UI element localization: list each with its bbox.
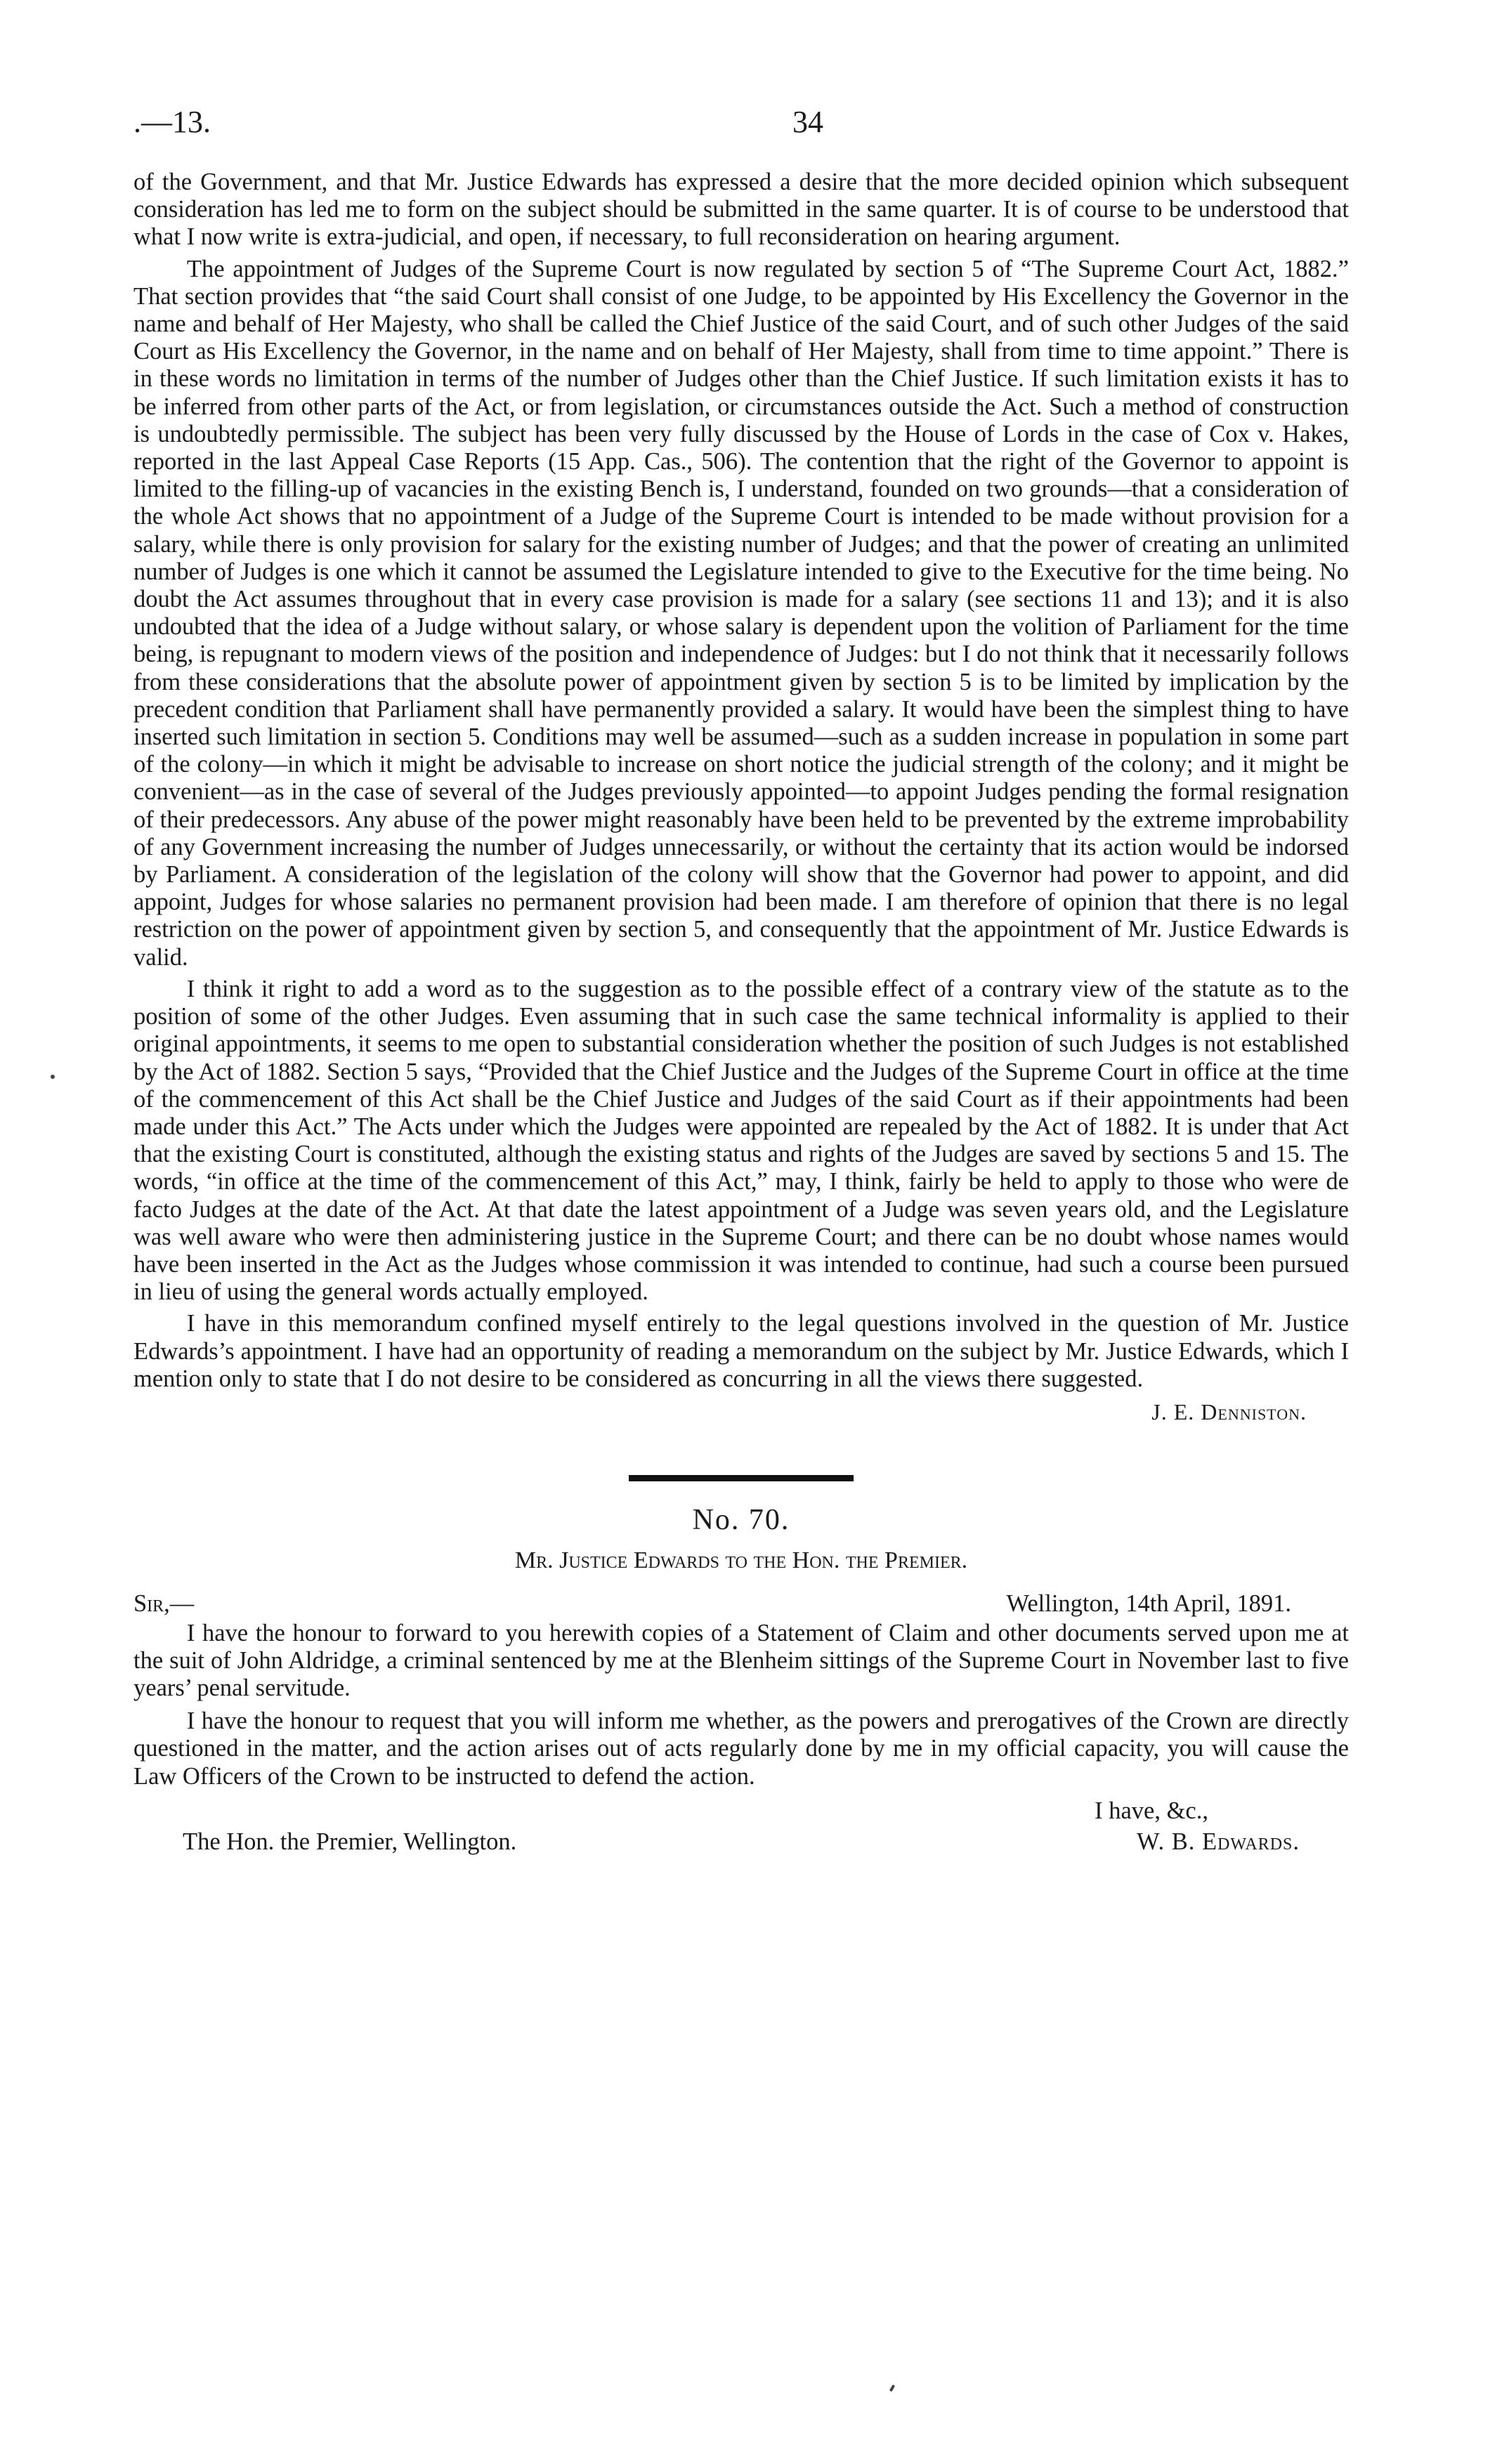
- document-code: .—13.: [133, 105, 211, 139]
- opinion-signature: J. E. Denniston.: [1151, 1398, 1307, 1424]
- letter-heading: Mr. Justice Edwards to the Hon. the Premier.: [514, 1547, 968, 1574]
- salutation-line: [133, 1590, 1349, 1620]
- margin-speck: [889, 2385, 895, 2392]
- letter: [133, 1504, 1349, 1859]
- opinion-paragraph: The appointment of Judges of the Supreme Court is now regulated by section 5 of “The Supreme Court Act, 1882.” That section provides that “the said Court shall consist of one Judge, to be appointed by His Excellency the Governor in the name and behalf of Her Majesty, who shall be called the Chief Justice of the said Court, and of such other Judges of the said Court as His Excellency the Governor, in the name and on behalf of Her Majesty, shall from time to time appoint.” There is in these words no limitation in terms of the number of Judges other than the Chief Justice. If such limitation exists it has to be inferred from other parts of the Act, or from legislation, or circumstances outside the Act. Such a method of construction is undoubtedly permissible. The subject has been very fully discussed by the House of Lords in the case of Cox v. Hakes, reported in the last Appeal Case Reports (15 App. Cas., 506). The contention that the right of the Governor to appoint is limited to the filling-up of vacancies in the existing Bench is, I understand, founded on two grounds—that a consideration of the whole Act shows that no appointment of a Judge of the Supreme Court is intended to be made without provision for a salary, while there is only provision for salary for the existing number of Judges; and that the power of creating an unlimited number of Judges is one which it cannot be assumed the Legislature intended to give to the Executive for the time being. No doubt the Act assumes throughout that in every case provision is made for a salary (see sections 11 and 13); and it is also undoubted that the idea of a Judge without salary, or whose salary is dependent upon the volition of Parliament for the time being, is repugnant to modern views of the position and independence of Judges: but I do not think that it necessarily follows from these considerations that the absolute power of appointment given by section 5 is to be limited by implication by the precedent condition that Parliament shall have permanently provided a salary. It would have been the simplest thing to have inserted such limitation in section 5. Conditions may well be assumed—such as a sudden increase in population in some part of the colony—in which it might be advisable to increase on short notice the judicial strength of the colony; and it might be convenient—as in the case of several of the Judges previously appointed—to appoint Judges pending the formal resignation of their predecessors. Any abuse of the power might reasonably have been held to be prevented by the extreme improbability of any Government increasing the number of Judges unnecessarily, or without the certainty that its action would be indorsed by Parliament. A consideration of the legislation of the colony will show that the Governor had power to appoint, and did appoint, Judges for whose salaries no permanent provision had been made. I am therefore of opinion that there is no legal restriction on the power of appointment given by section 5, and consequently that the appointment of Mr. Justice Edwards is valid.: [133, 255, 1349, 971]
- letter-addressee: The Hon. the Premier, Wellington.: [183, 1828, 517, 1855]
- opinion-paragraph: I have in this memorandum confined myself entirely to the legal questions involved in the question of Mr. Justice Edwards’s appointment. I have had an opportunity of reading a memorandum on the subject by Mr. Justice Edwards, which I mention only to state that I do not desire to be considered as concurring in all the views there suggested.: [133, 1310, 1349, 1392]
- letter-number: No. 70.: [692, 1504, 790, 1537]
- margin-speck: [51, 1075, 55, 1079]
- dateline: Wellington, 14th April, 1891.: [1006, 1590, 1291, 1617]
- letter-signer: W. B. Edwards.: [1137, 1828, 1300, 1855]
- opinion-paragraph: I think it right to add a word as to the suggestion as to the possible effect of a contrary view of the statute as to the position of some of the other Judges. Even assuming that in such case the same technical informality is applied to their original appointments, it seems to me open to substantial consideration whether the position of such Judges is not established by the Act of 1882. Section 5 says, “Provided that the Chief Justice and the Judges of the Supreme Court in office at the time of the commencement of this Act shall be the Chief Justice and Judges of the said Court as if their appointments had been made under this Act.” The Acts under which the Judges were appointed are repealed by the Act of 1882. It is under that Act that the existing Court is constituted, although the existing status and rights of the Judges are saved by sections 5 and 15. The words, “in office at the time of the commencement of this Act,” may, I think, fairly be held to apply to those who were de facto Judges at the date of the Act. At that date the latest appointment of a Judge was seven years old, and the Legislature was well aware who were then administering justice in the Supreme Court; and there can be no doubt whose names would have been inserted in the Act as the Judges whose commission it was intended to continue, had such a course been pursued in lieu of using the general words actually employed.: [133, 975, 1349, 1306]
- page-number: 34: [792, 105, 823, 139]
- opinion-memorandum: [133, 169, 1349, 1426]
- closing-line: [133, 1797, 1349, 1828]
- salutation: Sir,—: [133, 1590, 195, 1617]
- section-divider: [629, 1475, 854, 1481]
- letter-paragraph: I have the honour to request that you will inform me whether, as the powers and prerogatives of the Crown are directly questioned in the matter, and the action arises out of acts regularly done by me in my official capacity, you will cause the Law Officers of the Crown to be instructed to defend the action.: [133, 1708, 1349, 1790]
- body-text: [133, 169, 1349, 1859]
- letter-body: [133, 1620, 1349, 1790]
- letter-closing: I have, &c.,: [1095, 1797, 1208, 1824]
- page-header: [133, 104, 1349, 146]
- opinion-paragraph: of the Government, and that Mr. Justice Edwards has expressed a desire that the more decided opinion which subsequent consideration has led me to form on the subject should be submitted in the same quarter. It is of course to be understood that what I now write is extra-judicial, and open, if necessary, to full reconsideration on hearing argument.: [133, 169, 1349, 251]
- letter-paragraph: I have the honour to forward to you herewith copies of a Statement of Claim and other documents served upon me at the suit of John Aldridge, a criminal sentenced by me at the Blenheim sittings of the Supreme Court in November last to five years’ penal servitude.: [133, 1619, 1349, 1701]
- address-line: [133, 1828, 1349, 1859]
